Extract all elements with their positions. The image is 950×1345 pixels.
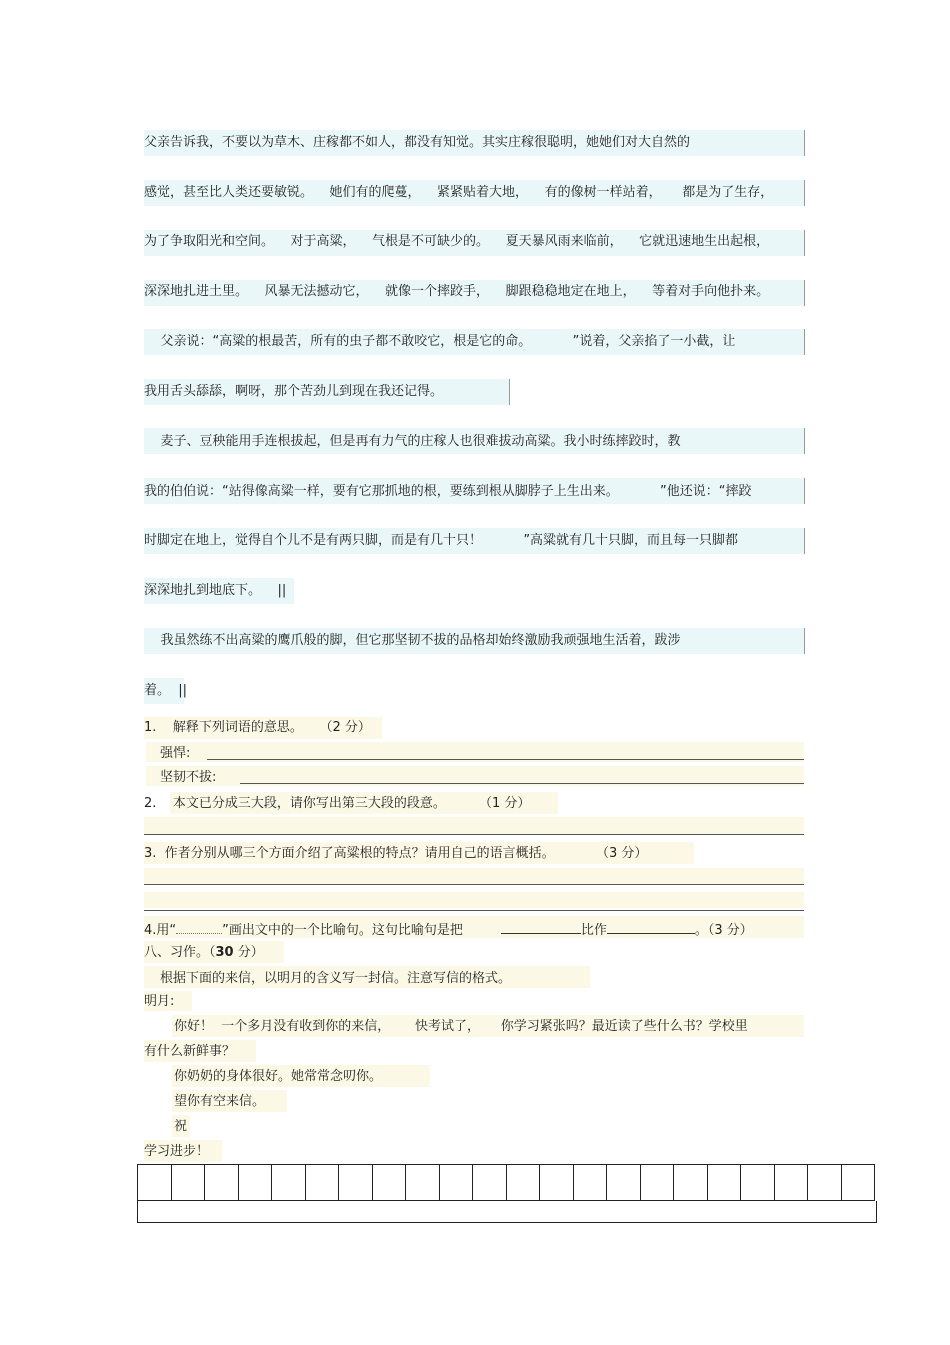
passage-line: 我用舌头舔舔，啊呀，那个苦劲儿到现在我还记得。: [144, 384, 444, 399]
question-4-mid: ”画出文中的一个比喻句。这句比喻句是把: [222, 923, 463, 938]
grid-cell[interactable]: [808, 1165, 842, 1201]
question-4-bizuo: 比作: [580, 923, 607, 938]
grid-cell[interactable]: [506, 1165, 540, 1201]
answer-blank[interactable]: [501, 919, 581, 934]
letter-line: 望你有空来信。: [174, 1094, 266, 1109]
writing-heading: 八、习作。（30 分）: [144, 945, 264, 960]
letter-line: 你好！ 一个多月没有收到你的来信， 快考试了， 你学习紧张吗？最近读了些什么书？学校里: [174, 1019, 748, 1034]
grid-cell[interactable]: [573, 1165, 607, 1201]
grid-cell[interactable]: [439, 1165, 473, 1201]
grid-cell[interactable]: [205, 1165, 239, 1201]
letter-salutation: 明月:: [144, 994, 175, 1009]
question-1: 1. 解释下列词语的意思。 （2 分）: [144, 720, 371, 735]
grid-bottom-row[interactable]: [137, 1201, 877, 1223]
grid-cell[interactable]: [607, 1165, 641, 1201]
passage-line: 我的伯伯说：“站得像高粱一样，要有它那抓地的根，要练到根从脚脖子上生出来。 ”他还说：“摔跤: [144, 484, 752, 499]
grid-cell[interactable]: [171, 1165, 205, 1201]
passage-line: 父亲说：“高粱的根最苦，所有的虫子都不敢咬它，根是它的命。 ”说着，父亲掐了一小截，让: [144, 334, 736, 349]
writing-score: 30: [215, 945, 234, 960]
passage-line: 麦子、豆秧能用手连根拔起，但是再有力气的庄稼人也很难拔动高粱。我小时练摔跤时，教: [144, 434, 681, 449]
answer-line[interactable]: [207, 759, 804, 760]
question-3: 3. 作者分别从哪三个方面介绍了高粱根的特点？请用自己的语言概括。 （3 分）: [144, 846, 648, 861]
question-4-suffix: 。（3 分）: [694, 923, 753, 938]
grid-cell[interactable]: [339, 1165, 373, 1201]
letter-closing: 祝: [174, 1119, 188, 1134]
writing-instruction: 根据下面的来信，以明月的含义写一封信。注意写信的格式。: [160, 971, 512, 986]
grid-cell[interactable]: [540, 1165, 574, 1201]
grid-cell[interactable]: [774, 1165, 808, 1201]
passage-line: 深深地扎进土里。 风暴无法撼动它， 就像一个摔跤手， 脚跟稳稳地定在地上， 等着对手向他扑来。: [144, 284, 770, 299]
grid-cell[interactable]: [372, 1165, 406, 1201]
grid-cell[interactable]: [473, 1165, 507, 1201]
writing-grid[interactable]: [137, 1164, 875, 1201]
passage-line: 父亲告诉我，不要以为草木、庄稼都不如人，都没有知觉。其实庄稼很聪明，她她们对大自然的: [144, 135, 691, 150]
answer-blank[interactable]: [607, 919, 695, 934]
letter-line: 有什么新鲜事？: [144, 1044, 236, 1059]
passage-line: 时脚定在地上，觉得自个儿不是有两只脚，而是有几十只！ ”高粱就有几十只脚，而且每一只脚都: [144, 533, 739, 548]
grid-cell[interactable]: [841, 1165, 875, 1201]
grid-cell[interactable]: [238, 1165, 272, 1201]
answer-blank[interactable]: [176, 919, 222, 934]
grid-cell[interactable]: [406, 1165, 440, 1201]
passage-line: 深深地扎到地底下。 ||: [144, 583, 287, 598]
grid-cell[interactable]: [674, 1165, 708, 1201]
grid-cell[interactable]: [707, 1165, 741, 1201]
answer-line[interactable]: [144, 884, 804, 885]
letter-closing: 学习进步！: [144, 1144, 210, 1159]
passage-line: 我虽然练不出高粱的鹰爪般的脚，但它那坚韧不拔的品格却始终激励我顽强地生活着，跋涉: [144, 633, 681, 648]
letter-line: 你奶奶的身体很好。她常常念叨你。: [174, 1069, 383, 1084]
passage-line: 感觉，甚至比人类还要敏锐。 她们有的爬蔓， 紧紧贴着大地， 有的像树一样站着， 都是为了生存，: [144, 185, 774, 200]
question-4: [144, 919, 753, 940]
grid-cell[interactable]: [640, 1165, 674, 1201]
passage-line: 为了争取阳光和空间。 对于高粱， 气根是不可缺少的。 夏天暴风雨来临前， 它就迅速地生出起根，: [144, 234, 770, 249]
question-1a-label: 强悍:: [160, 746, 191, 761]
grid-cell[interactable]: [305, 1165, 339, 1201]
question-4-prefix: 4.用“: [144, 923, 177, 938]
question-2: 2. 本文已分成三大段，请你写出第三大段的段意。 （1 分）: [144, 796, 531, 811]
question-1b-label: 坚韧不拔:: [160, 770, 217, 785]
answer-line[interactable]: [240, 783, 804, 784]
grid-cell[interactable]: [272, 1165, 306, 1201]
grid-cell[interactable]: [138, 1165, 172, 1201]
answer-line[interactable]: [144, 910, 804, 911]
answer-line[interactable]: [144, 834, 804, 835]
passage-line: 着。 ||: [144, 683, 188, 698]
grid-cell[interactable]: [741, 1165, 775, 1201]
